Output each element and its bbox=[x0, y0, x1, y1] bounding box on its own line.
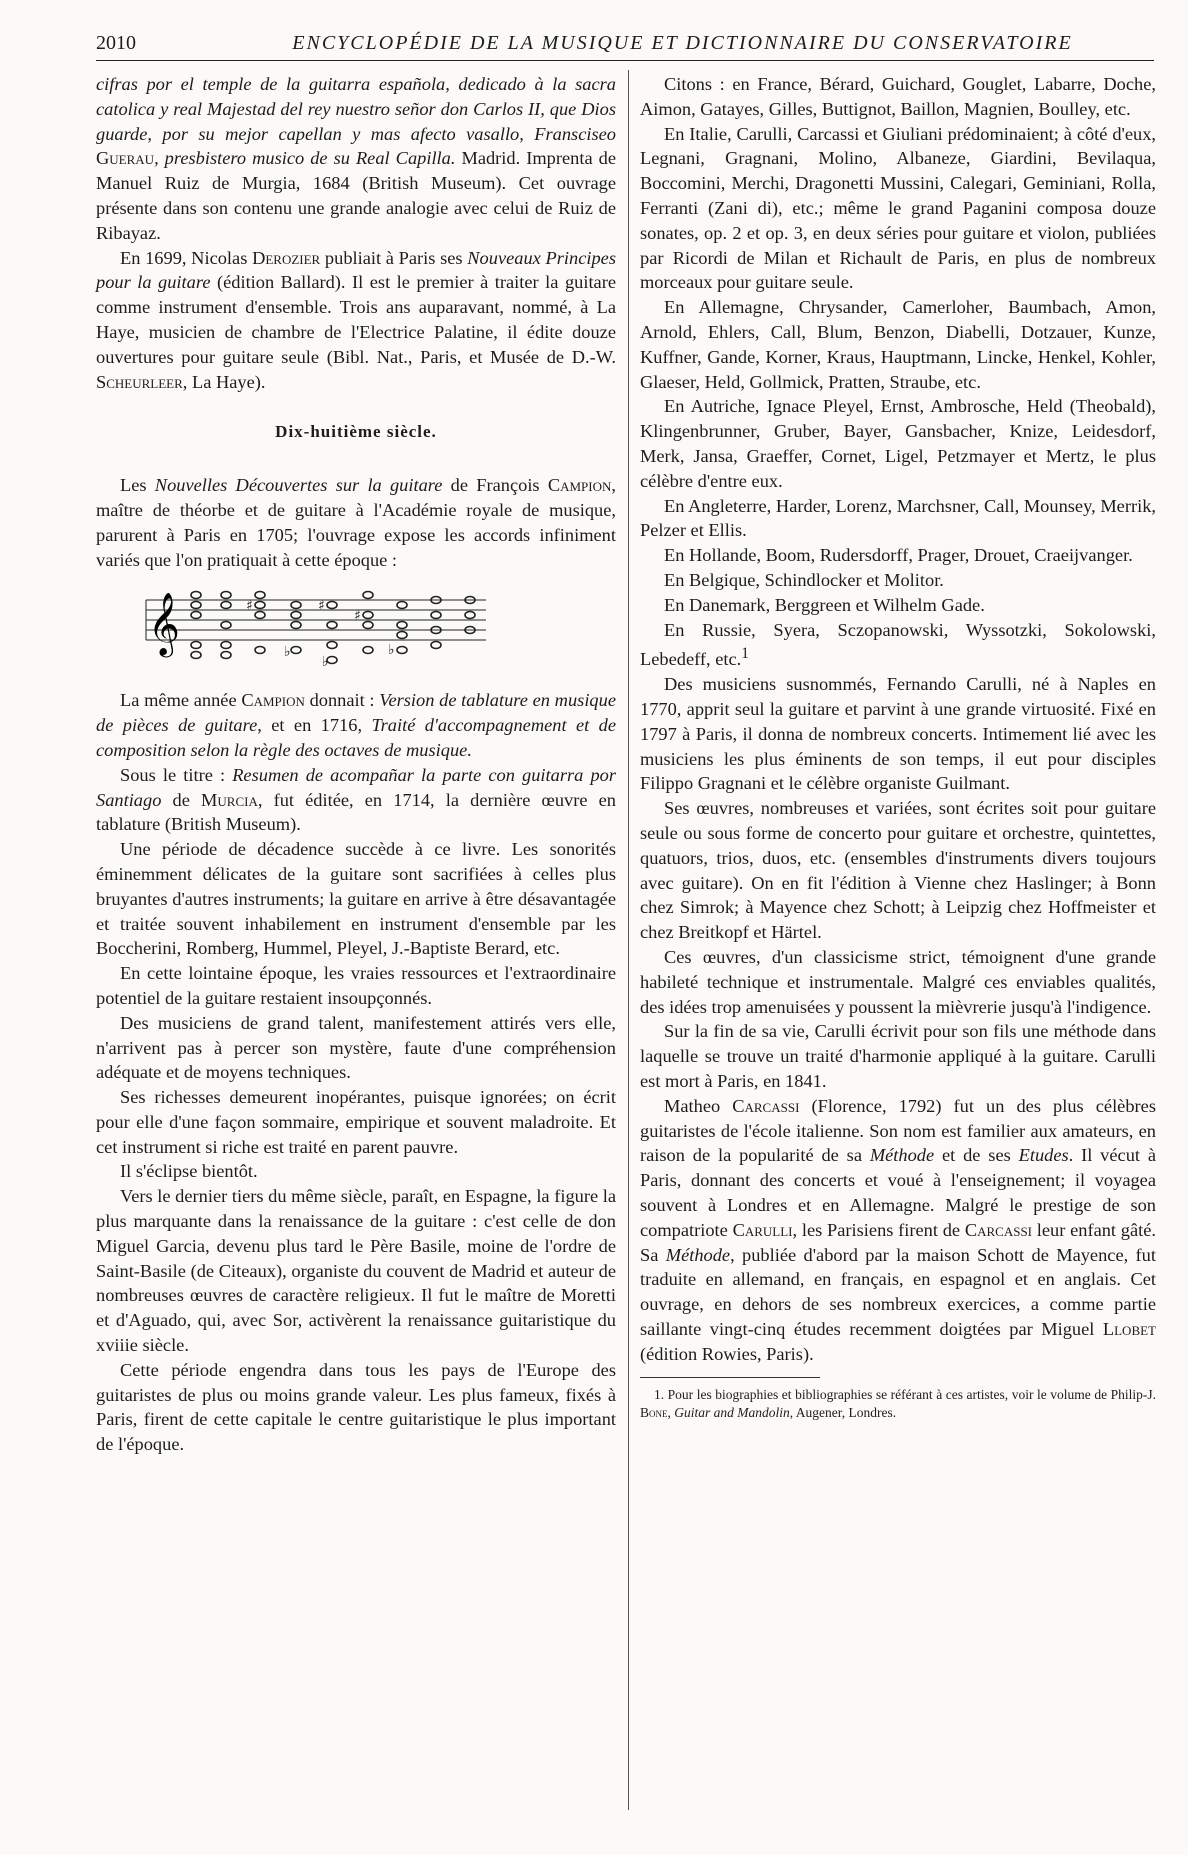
svg-text:♭: ♭ bbox=[388, 642, 395, 659]
accidentals bbox=[246, 598, 395, 668]
chord-notes bbox=[191, 592, 475, 664]
running-title: ENCYCLOPÉDIE DE LA MUSIQUE ET DICTIONNAIRE DU CONSERVATOIRE bbox=[292, 32, 1073, 54]
svg-text:♯: ♯ bbox=[354, 608, 361, 625]
treble-clef-icon: 𝄞 bbox=[148, 592, 180, 656]
paragraph: En Hollande, Boom, Rudersdorff, Prager, Drouet, Craeijvanger. bbox=[664, 545, 1133, 566]
paragraph: Des musiciens susnommés, Fernando Carulli, né à Naples en 1770, apprit seul la guitare et parvint à une grande virtuosité. Fixé en 1797 à Paris, il donna de nombreux concerts. Intimement lié avec les musiciens les plus éminents de son temps, il eut pour disciples Filippo Gragnani et le célèbre organiste Guilmant. bbox=[640, 674, 1156, 794]
paragraph: En 1699, Nicolas Derozier publiait à Paris ses Nouveaux Principes pour la guitare (édition Ballard). Il est le premier à traiter la guitare comme instrument d'ensemble. Trois ans auparavant, nommé, à La Haye, musicien de chambre de l'Electrice Palatine, il édite douze ouvertures pour guitare seule (Bibl. Nat., Paris, et Musée de D.-W. Scheurleer, La Haye). bbox=[96, 247, 617, 392]
paragraph: Citons : en France, Bérard, Guichard, Gouglet, Labarre, Doche, Aimon, Gatayes, Gilles, Buttignot, Baillon, Magnien, Boulley, etc. bbox=[640, 74, 1156, 119]
left-column bbox=[96, 72, 616, 1457]
svg-text:♭: ♭ bbox=[322, 654, 329, 669]
paragraph: Matheo Carcassi (Florence, 1792) fut un des plus célèbres guitaristes de l'école italienne. Son nom est familier aux amateurs, en raison de la popularité de sa Méthode et de ses Etudes. Il vécut à Paris, donnant des concerts et voué à l'enseignement; il voyagea souvent à Londres et en Allemagne. Malgré le prestige de son compatriote Carulli, les Parisiens firent de Carcassi leur enfant gâté. Sa Méthode, publiée d'abord par la maison Schott de Mayence, fut traduite en allemand, en français, en espagnol et en anglais. Cet ouvrage, en dehors de ses nombreux exercices, a comme partie saillante vingt-cinq études recemment doigtées par Miguel Llobet (édition Rowies, Paris). bbox=[640, 1095, 1156, 1364]
paragraph: En cette lointaine époque, les vraies ressources et l'extraordinaire potentiel de la guitare restaient insoupçonnés. bbox=[96, 963, 616, 1008]
paragraph: En Russie, Syera, Sczopanowski, Wyssotzki, Sokolowski, Lebedeff, etc.$^1$ bbox=[640, 619, 1156, 670]
paragraph: Il s'éclipse bientôt. bbox=[120, 1161, 258, 1182]
paragraph: Vers le dernier tiers du même siècle, paraît, en Espagne, la figure la plus marquante dans la renaissance de la guitare : c'est celle de don Miguel Garcia, devenu plus tard le Père Basile, moine de l'ordre de Saint-Basile (de Citeaux), organiste du couvent de Madrid et auteur de nombreuses œuvres de caractère religieux. Il fut le maître de Moretti et d'Aguado, qui, avec Sor, activèrent la renaissance guitaristique du xviiie siècle. bbox=[96, 1186, 616, 1356]
paragraph: Ses œuvres, nombreuses et variées, sont écrites soit pour guitare seule ou sous forme de concerto pour guitare et orchestre, quintettes, quatuors, trios, duos, etc. (ensembles d'instruments divers toujours avec guitare). On en fit l'édition à Vienne chez Haslinger; à Bonn chez Simrok; à Mayence chez Schott; à Leipzig chez Hoffmeister et chez Breitkopf et Härtel. bbox=[640, 798, 1156, 943]
footnote-ref: 1 bbox=[741, 645, 749, 663]
paragraph: En Belgique, Schindlocker et Molitor. bbox=[664, 569, 944, 590]
paragraph: En Angleterre, Harder, Lorenz, Marchsner, Call, Mounsey, Merrik, Pelzer et Ellis. bbox=[640, 495, 1156, 541]
paragraph: En Italie, Carulli, Carcassi et Giuliani prédominaient; à côté d'eux, Legnani, Gragnani, Molino, Albaneze, Giardini, Bevilaqua, Boccomini, Merchi, Dragonetti Mussini, Calegari, Geminiani, Rolla, Ferranti (Zani di), etc.; même le grand Paganini composa douze sonates, op. 2 et op. 3, en deux séries pour guitare et violon, publiées par Ricordi de Milan et Richault de Paris, en plus de nombreux morceaux pour guitare seule. bbox=[640, 123, 1156, 293]
paragraph: Ses richesses demeurent inopérantes, puisque ignorées; on écrit pour elle d'une façon sommaire, empirique et souvent maladroite. Et cet instrument si riche est traité en parent pauvre. bbox=[96, 1087, 616, 1157]
svg-text:♭: ♭ bbox=[284, 644, 291, 661]
page-number: 2010 bbox=[96, 32, 136, 54]
section-heading: Dix-huitième siècle. bbox=[275, 422, 437, 442]
paragraph: Cette période engendra dans tous les pays de l'Europe des guitaristes de plus ou moins grande valeur. Les plus fameux, fixés à Paris, firent de cette capitale le centre guitaristique le plus important de l'époque. bbox=[96, 1359, 616, 1455]
paragraph: cifras por el temple de la guitarra española, dedicado à la sacra catolica y real Majestad del rey nuestro señor don Carlos II, que Dios guarde, por su mejor capellan y mas afecto vasallo, Fransciseo Guerau, presbistero musico de su Real Capilla. Madrid. Imprenta de Manuel Ruiz de Murgia, 1684 (British Museum). Cet ouvrage présente dans son contenu une grande analogie avec celui de Ruiz de Ribayaz. bbox=[96, 74, 616, 243]
paragraph: Ces œuvres, d'un classicisme strict, témoignent d'une grande habileté technique et instrumentale. Malgré ces enviables qualités, des idées trop amenuisées y poussent la mièvrerie jusqu'à l'indigence. bbox=[640, 947, 1156, 1017]
running-header bbox=[96, 30, 1154, 61]
paragraph: Des musiciens de grand talent, manifestement attirés vers elle, n'arrivent pas à percer son mystère, faute d'une compréhension adéquate et de moyens techniques. bbox=[96, 1012, 616, 1083]
svg-text:♯: ♯ bbox=[246, 598, 253, 615]
paragraph: En Autriche, Ignace Pleyel, Ernst, Ambrosche, Held (Theobald), Klingenbrunner, Gruber, Bayer, Gansbacher, Knize, Leidesdorf, Merk, Jansa, Graeffer, Cornet, Ligel, Petzmayer et Mertz, le plus célèbre d'entre eux. bbox=[640, 396, 1156, 491]
paragraph: En Allemagne, Chrysander, Camerloher, Baumbach, Amon, Arnold, Ehlers, Call, Blum, Benzon, Diabelli, Dotzauer, Kunze, Kuffner, Gande, Korner, Kraus, Hauptmann, Lincke, Henkel, Kohler, Glaeser, Held, Gollmick, Pratten, Straube, etc. bbox=[640, 297, 1156, 392]
paragraph: Les Nouvelles Découvertes sur la guitare de François Campion, maître de théorbe et de guitare à l'Académie royale de musique, parurent à Paris en 1705; l'ouvrage expose les accords infiniment variés que l'on pratiquait à cette époque : bbox=[96, 475, 616, 570]
paragraph: Une période de décadence succède à ce livre. Les sonorités éminemment délicates de la guitare sont sacrifiées à celles plus bruyantes d'autres instruments; la guitare en arrive à être désavantagée et traitée souvent inhabilement en instrument d'ensemble par les Boccherini, Romberg, Hummel, Pleyel, J.-Baptiste Berard, etc. bbox=[96, 839, 616, 959]
music-staff-figure bbox=[136, 580, 496, 668]
paragraph: Sur la fin de sa vie, Carulli écrivit pour son fils une méthode dans laquelle se trouve un traité d'harmonie appliqué à la guitare. Carulli est mort à Paris, en 1841. bbox=[640, 1021, 1156, 1091]
footnote: 1. Pour les biographies et bibliographies se référant à ces artistes, voir le volume de Philip-J. Bone, Guitar and Mandolin, Augener, Londres. bbox=[640, 1386, 1156, 1420]
footnote-divider bbox=[640, 1377, 820, 1378]
svg-text:♯: ♯ bbox=[318, 598, 325, 615]
column-divider bbox=[628, 70, 629, 1810]
paragraph: La même année Campion donnait : Version de tablature en musique de pièces de guitare, et en 1716, Traité d'accompagnement et de composition selon la règle des octaves de musique. bbox=[96, 690, 616, 760]
paragraph: En Danemark, Berggreen et Wilhelm Gade. bbox=[664, 594, 985, 615]
right-column bbox=[640, 72, 1156, 1422]
paragraph: Sous le titre : Resumen de acompañar la parte con guitarra por Santiago de Murcia, fut éditée, en 1714, la dernière œuvre en tablature (British Museum). bbox=[96, 764, 616, 835]
